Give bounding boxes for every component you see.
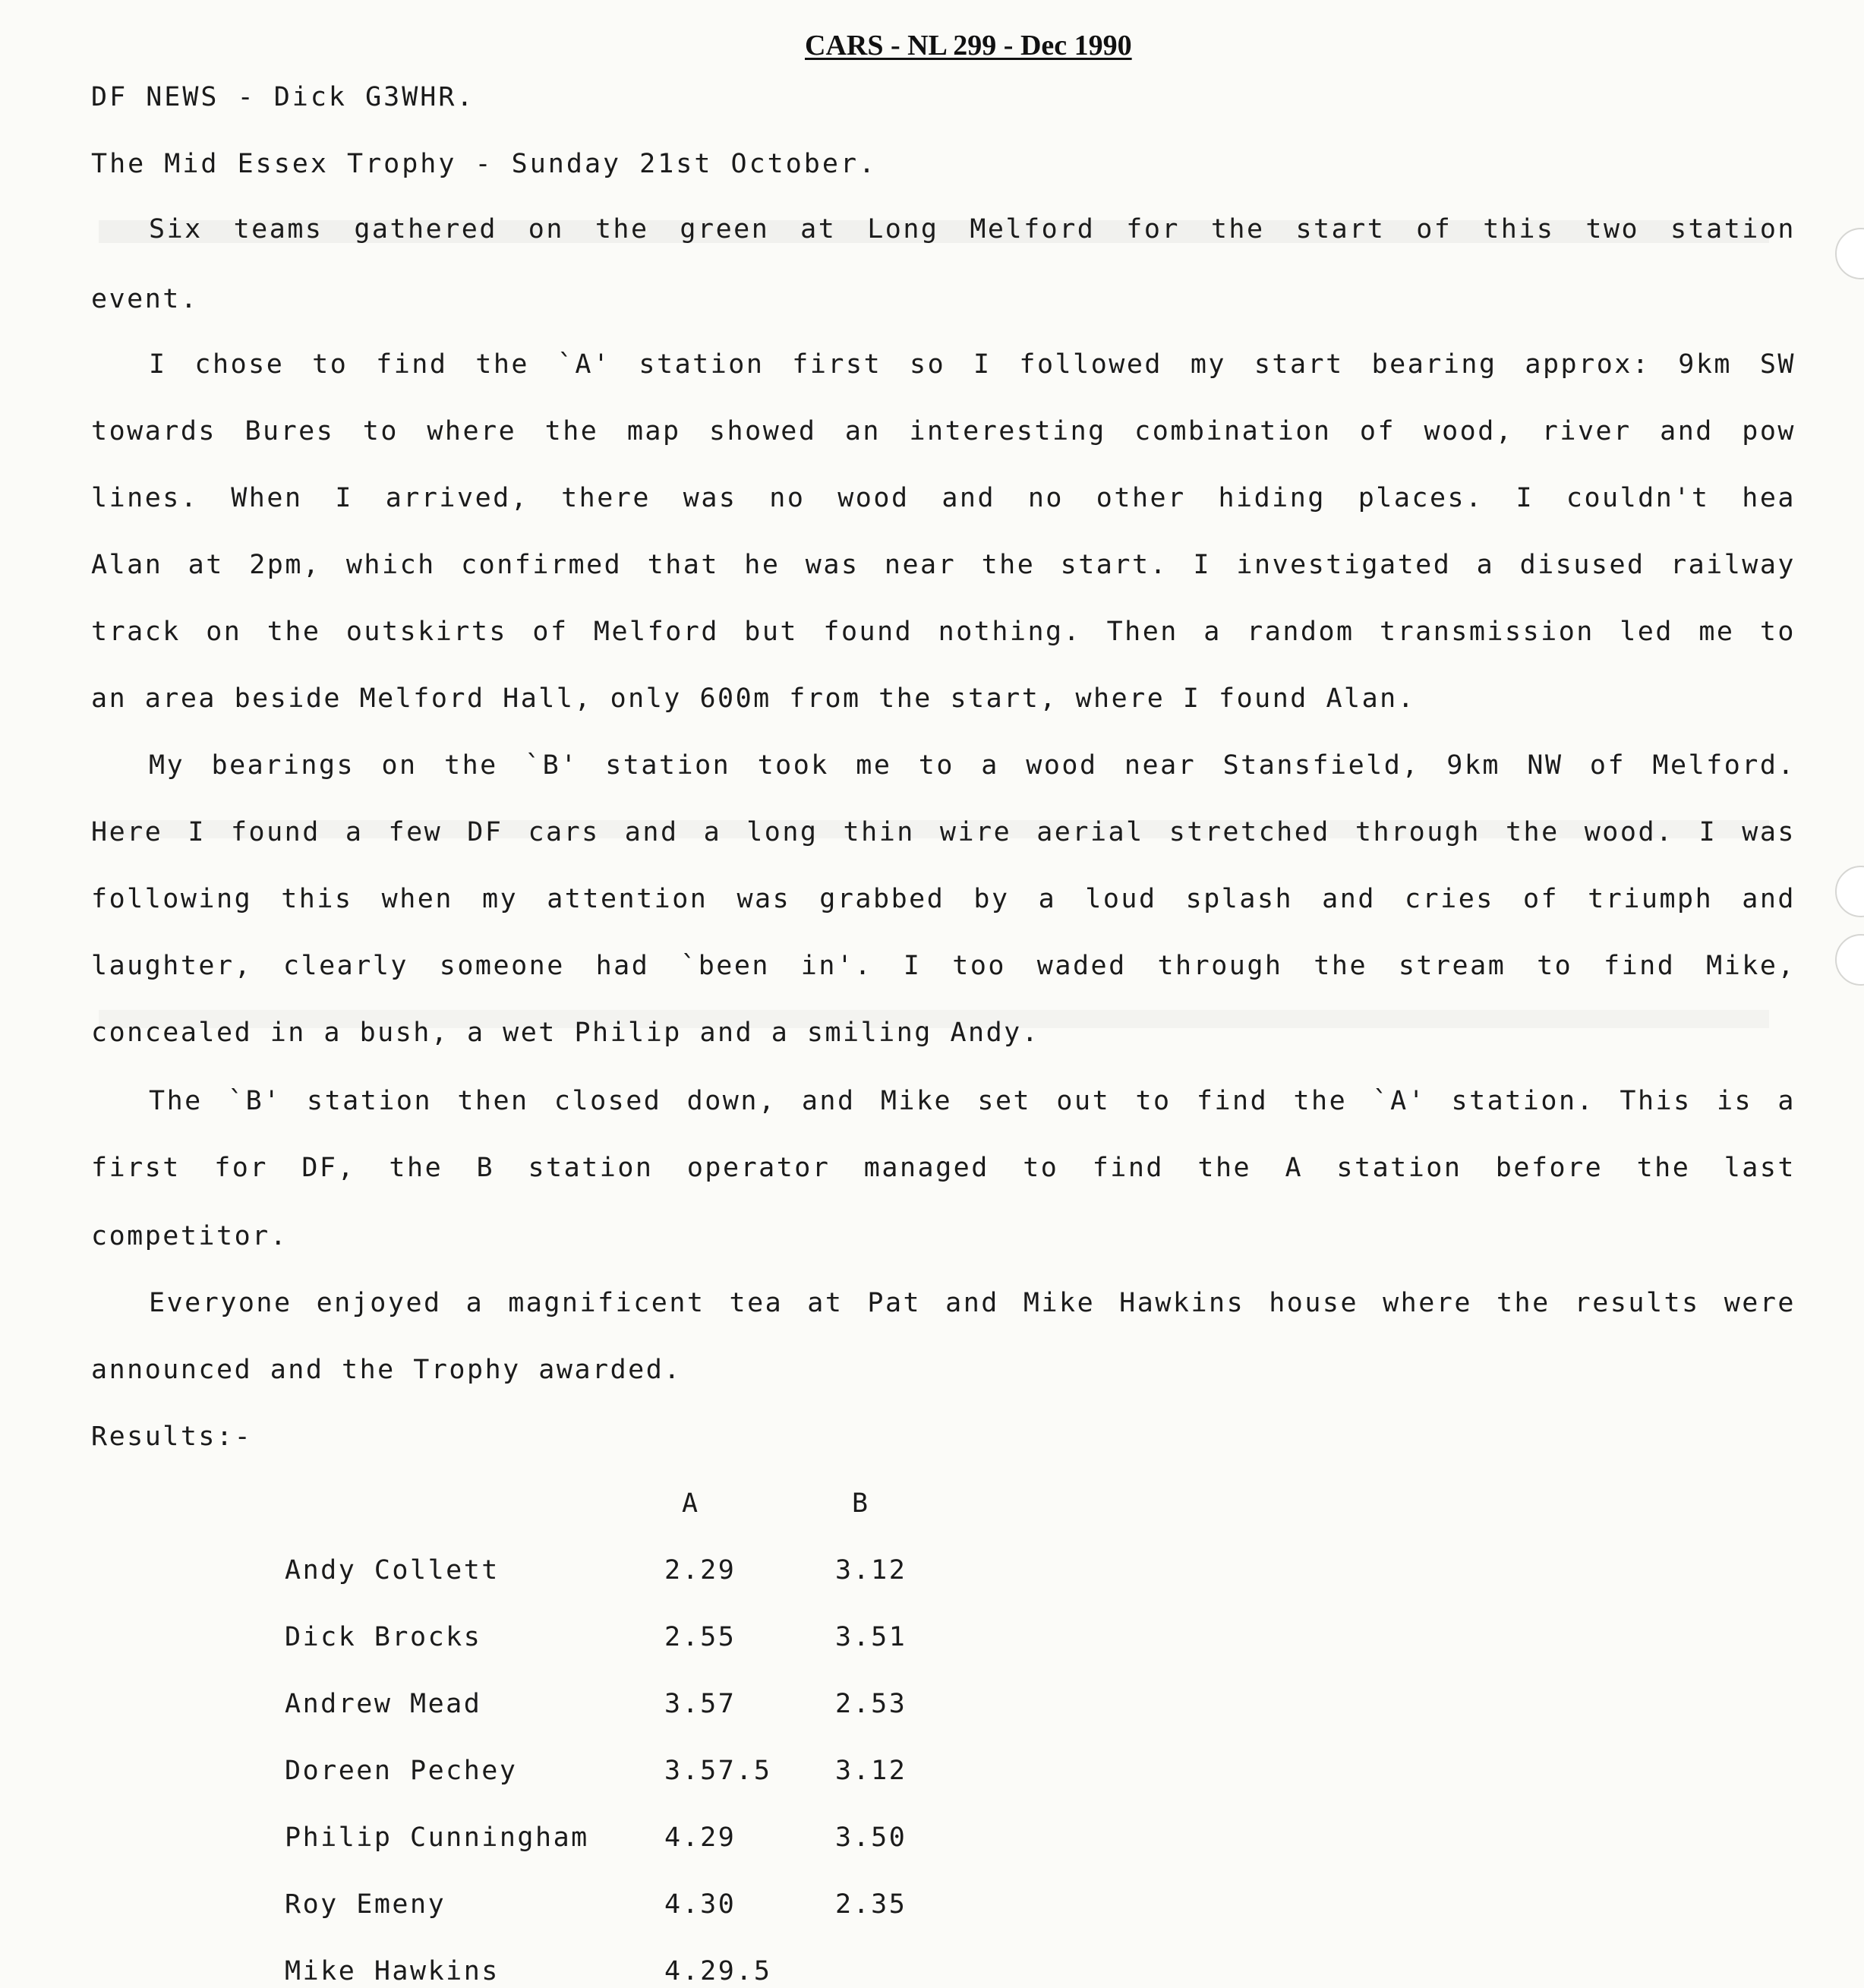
paragraph-line: Everyone enjoyed a magnificent tea at Pat and Mike Hawkins house where the results were <box>149 1288 1796 1318</box>
results-row <box>0 1955 1864 1988</box>
competitor-name: Andrew Mead <box>285 1689 482 1719</box>
competitor-name: Philip Cunningham <box>285 1822 589 1853</box>
article-byline: DF NEWS - Dick G3WHR. <box>91 82 475 112</box>
newsletter-title: CARS - NL 299 - Dec 1990 <box>805 30 1132 62</box>
competitor-name: Dick Brocks <box>285 1622 482 1652</box>
results-row <box>0 1620 1864 1654</box>
competitor-name: Andy Collett <box>285 1555 500 1586</box>
results-row <box>0 1821 1864 1854</box>
time-a: 4.30 <box>664 1889 736 1920</box>
punch-hole <box>1835 228 1864 279</box>
paragraph-line: announced and the Trophy awarded. <box>91 1355 682 1385</box>
paragraph-line: Here I found a few DF cars and a long thin wire aerial stretched through the wood. I was <box>91 817 1796 847</box>
paragraph-line: I chose to find the `A' station first so I followed my start bearing approx: 9km SW <box>149 349 1796 380</box>
time-b: 2.53 <box>835 1689 907 1719</box>
paragraph-line: track on the outskirts of Melford but found nothing. Then a random transmission led me to <box>91 617 1796 647</box>
paragraph-line: event. <box>91 284 199 314</box>
time-b: 3.50 <box>835 1822 907 1853</box>
results-row <box>0 1888 1864 1921</box>
results-header <box>0 1487 1864 1520</box>
article-subtitle: The Mid Essex Trophy - Sunday 21st October. <box>91 149 878 179</box>
paragraph-line: lines. When I arrived, there was no wood and no other hiding places. I couldn't hea <box>91 483 1796 513</box>
competitor-name: Mike Hawkins <box>285 1956 500 1986</box>
time-a: 3.57.5 <box>664 1756 772 1786</box>
results-label: Results:- <box>91 1422 253 1452</box>
results-row <box>0 1687 1864 1721</box>
competitor-name: Doreen Pechey <box>285 1756 518 1786</box>
results-row <box>0 1754 1864 1788</box>
paragraph-line: first for DF, the B station operator managed to find the A station before the last <box>91 1153 1796 1183</box>
paragraph-line: concealed in a bush, a wet Philip and a smiling Andy. <box>91 1018 1040 1048</box>
competitor-name: Roy Emeny <box>285 1889 446 1920</box>
time-a: 2.55 <box>664 1622 736 1652</box>
paragraph-line: The `B' station then closed down, and Mike set out to find the `A' station. This is a <box>149 1086 1796 1116</box>
punch-hole <box>1835 866 1864 917</box>
results-row <box>0 1554 1864 1587</box>
time-a: 4.29.5 <box>664 1956 772 1986</box>
paragraph-line: Six teams gathered on the green at Long Melford for the start of this two station <box>149 214 1796 245</box>
punch-hole <box>1835 934 1864 986</box>
time-b: 2.35 <box>835 1889 907 1920</box>
time-a: 4.29 <box>664 1822 736 1853</box>
paragraph-line: an area beside Melford Hall, only 600m from the start, where I found Alan. <box>91 683 1416 714</box>
time-b: 3.12 <box>835 1555 907 1586</box>
paragraph-line: Alan at 2pm, which confirmed that he was near the start. I investigated a disused railway <box>91 550 1796 580</box>
time-b: 3.51 <box>835 1622 907 1652</box>
paragraph-line: My bearings on the `B' station took me to a wood near Stansfield, 9km NW of Melford. <box>149 750 1796 781</box>
time-b: 3.12 <box>835 1756 907 1786</box>
results-col-a-heading: A <box>682 1488 700 1519</box>
results-col-b-heading: B <box>852 1488 870 1519</box>
paragraph-line: following this when my attention was grabbed by a loud splash and cries of triumph and <box>91 884 1796 914</box>
time-a: 3.57 <box>664 1689 736 1719</box>
time-a: 2.29 <box>664 1555 736 1586</box>
paragraph-line: towards Bures to where the map showed an interesting combination of wood, river and pow <box>91 416 1796 447</box>
paragraph-line: laughter, clearly someone had `been in'. I too waded through the stream to find Mike, <box>91 951 1796 981</box>
paragraph-line: competitor. <box>91 1221 289 1251</box>
